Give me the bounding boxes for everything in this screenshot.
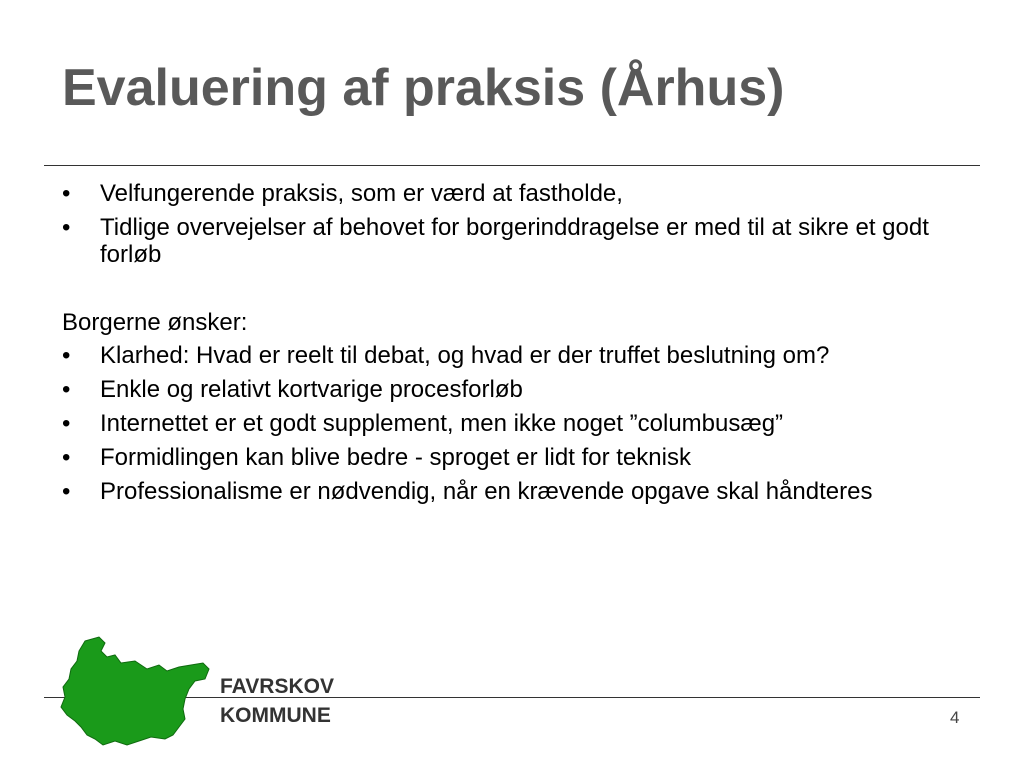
bullet-marker: • [62, 214, 71, 241]
bullet-marker: • [62, 180, 71, 207]
logo-line-2: KOMMUNE [220, 704, 331, 727]
list-item [62, 342, 942, 369]
list-item [62, 376, 942, 403]
logo-line-1: FAVRSKOV [220, 675, 334, 698]
list-item-text: Klarhed: Hvad er reelt til debat, og hvad er der truffet beslutning om? [100, 342, 830, 369]
list-item [62, 214, 942, 268]
list-item-text: Enkle og relativt kortvarige procesforløb [100, 376, 523, 403]
bullet-marker: • [62, 376, 71, 403]
list-item-text: Professionalisme er nødvendig, når en krævende opgave skal håndteres [100, 478, 873, 505]
bullet-marker: • [62, 478, 71, 505]
list-item-text: Velfungerende praksis, som er værd at fastholde, [100, 180, 623, 207]
list-item [62, 410, 942, 437]
list-item [62, 444, 942, 471]
list-item-text: Tidlige overvejelser af behovet for borgerinddragelse er med til at sikre et godt forløb [100, 214, 929, 268]
list-item [62, 180, 942, 207]
municipality-map-icon [55, 635, 215, 751]
subheading: Borgerne ønsker: [62, 309, 248, 336]
slide-title: Evaluering af praksis (Århus) [62, 59, 785, 117]
bullet-marker: • [62, 342, 71, 369]
bullet-marker: • [62, 444, 71, 471]
title-divider [44, 165, 980, 166]
list-item-text: Internettet er et godt supplement, men ikke noget ”columbusæg” [100, 410, 784, 437]
bullet-marker: • [62, 410, 71, 437]
list-item-text: Formidlingen kan blive bedre - sproget er lidt for teknisk [100, 444, 691, 471]
municipality-logo-text [220, 672, 334, 730]
page-number: 4 [950, 708, 960, 727]
map-shape [61, 637, 209, 745]
slide-body [62, 180, 942, 512]
list-item [62, 478, 942, 505]
